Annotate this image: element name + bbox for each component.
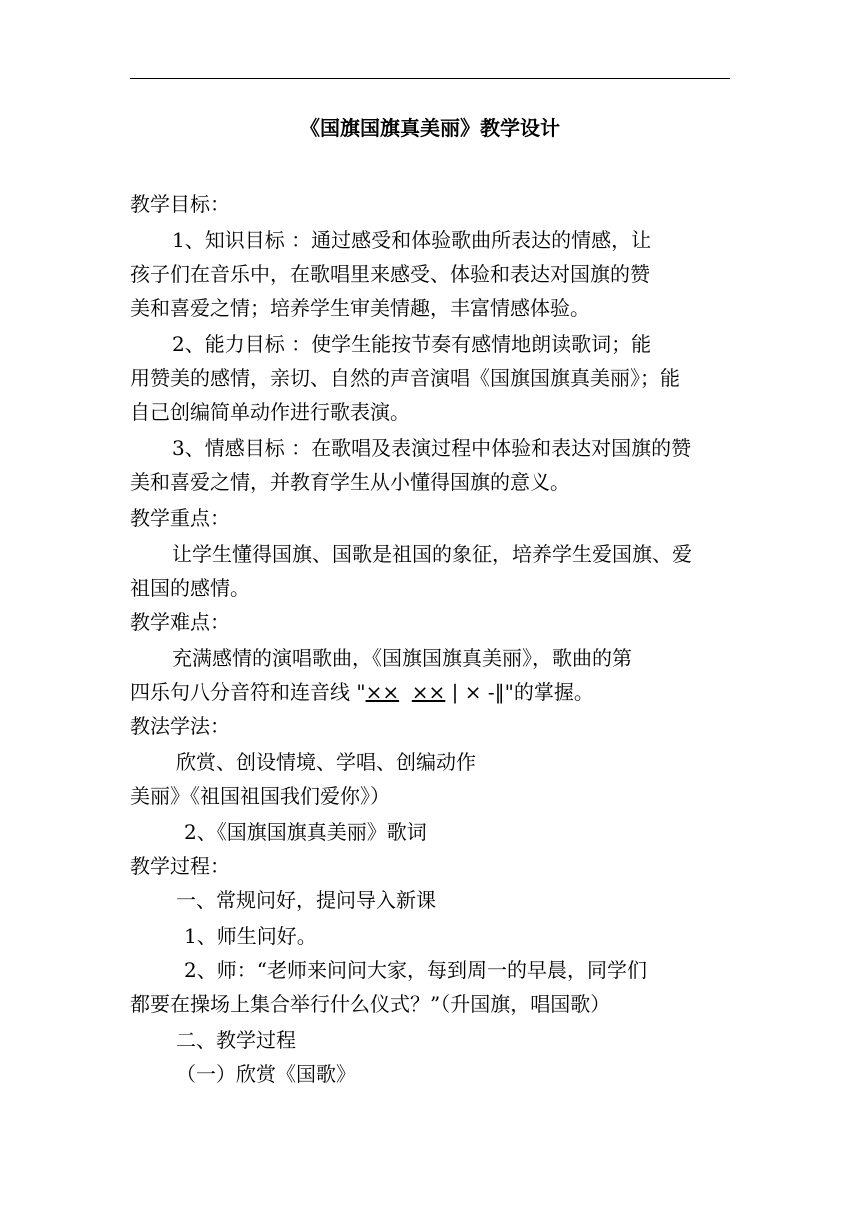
paragraph-line: 2、《国旗国旗真美丽》歌词 xyxy=(184,820,427,844)
section-heading-key-points: 教学重点： xyxy=(130,506,230,530)
paragraph-line: 3、情感目标 ：在歌唱及表演过程中体验和表达对国旗的赞 xyxy=(172,436,692,460)
notation-rest: | × -‖ xyxy=(451,680,505,704)
paragraph-line: 1、师生问好。 xyxy=(184,924,317,948)
paragraph-line: 美丽》《祖国祖国我们爱你》） xyxy=(130,784,390,808)
notation-prefix: 四乐句八分音符和连音线 " xyxy=(130,680,366,704)
paragraph-line: 充满感情的演唱歌曲，《国旗国旗真美丽》，歌曲的第 xyxy=(172,646,632,670)
paragraph-line: 孩子们在音乐中，在歌唱里来感受、体验和表达对国旗的赞 xyxy=(130,262,650,286)
paragraph-line: 美和喜爱之情，并教育学生从小懂得国旗的意义。 xyxy=(130,470,570,494)
paragraph-line: 自己创编简单动作进行歌表演。 xyxy=(130,400,410,424)
section-heading-difficulties: 教学难点： xyxy=(130,610,230,634)
section-heading-objectives: 教学目标： xyxy=(130,192,230,216)
paragraph-line: 2、师：“老师来问问大家，每到周一的早晨，同学们 xyxy=(184,958,647,982)
notation-group-2: ×× xyxy=(411,680,446,704)
paragraph-line: 祖国的感情。 xyxy=(130,576,250,600)
paragraph-line: 一、常规问好，提问导入新课 xyxy=(176,888,436,912)
paragraph-line: 2、能力目标 ：使学生能按节奏有感情地朗读歌词；能 xyxy=(172,332,652,356)
notation-line xyxy=(130,678,594,706)
section-heading-process: 教学过程： xyxy=(130,854,230,878)
paragraph-line: 让学生懂得国旗、国歌是祖国的象征，培养学生爱国旗、爱 xyxy=(172,542,692,566)
section-heading-methods: 教法学法： xyxy=(130,714,230,738)
paragraph-line: 美和喜爱之情；培养学生审美情趣，丰富情感体验。 xyxy=(130,296,590,320)
paragraph-line: 二、教学过程 xyxy=(176,1028,296,1052)
notation-group-1: ×× xyxy=(365,680,400,704)
paragraph-line: 1、知识目标 ：通过感受和体验歌曲所表达的情感，让 xyxy=(172,228,652,252)
document-title: 《国旗国旗真美丽》教学设计 xyxy=(300,116,560,140)
paragraph-line: 都要在操场上集合举行什么仪式？”（升国旗，唱国歌） xyxy=(130,992,611,1016)
paragraph-line: 欣赏、创设情境、学唱、创编动作 xyxy=(176,750,476,774)
notation-suffix: "的掌握。 xyxy=(504,680,594,704)
paragraph-line: （一）欣赏《国歌》 xyxy=(176,1062,356,1086)
header-rule xyxy=(130,78,730,79)
paragraph-line: 用赞美的感情，亲切、自然的声音演唱《国旗国旗真美丽》；能 xyxy=(130,366,680,390)
